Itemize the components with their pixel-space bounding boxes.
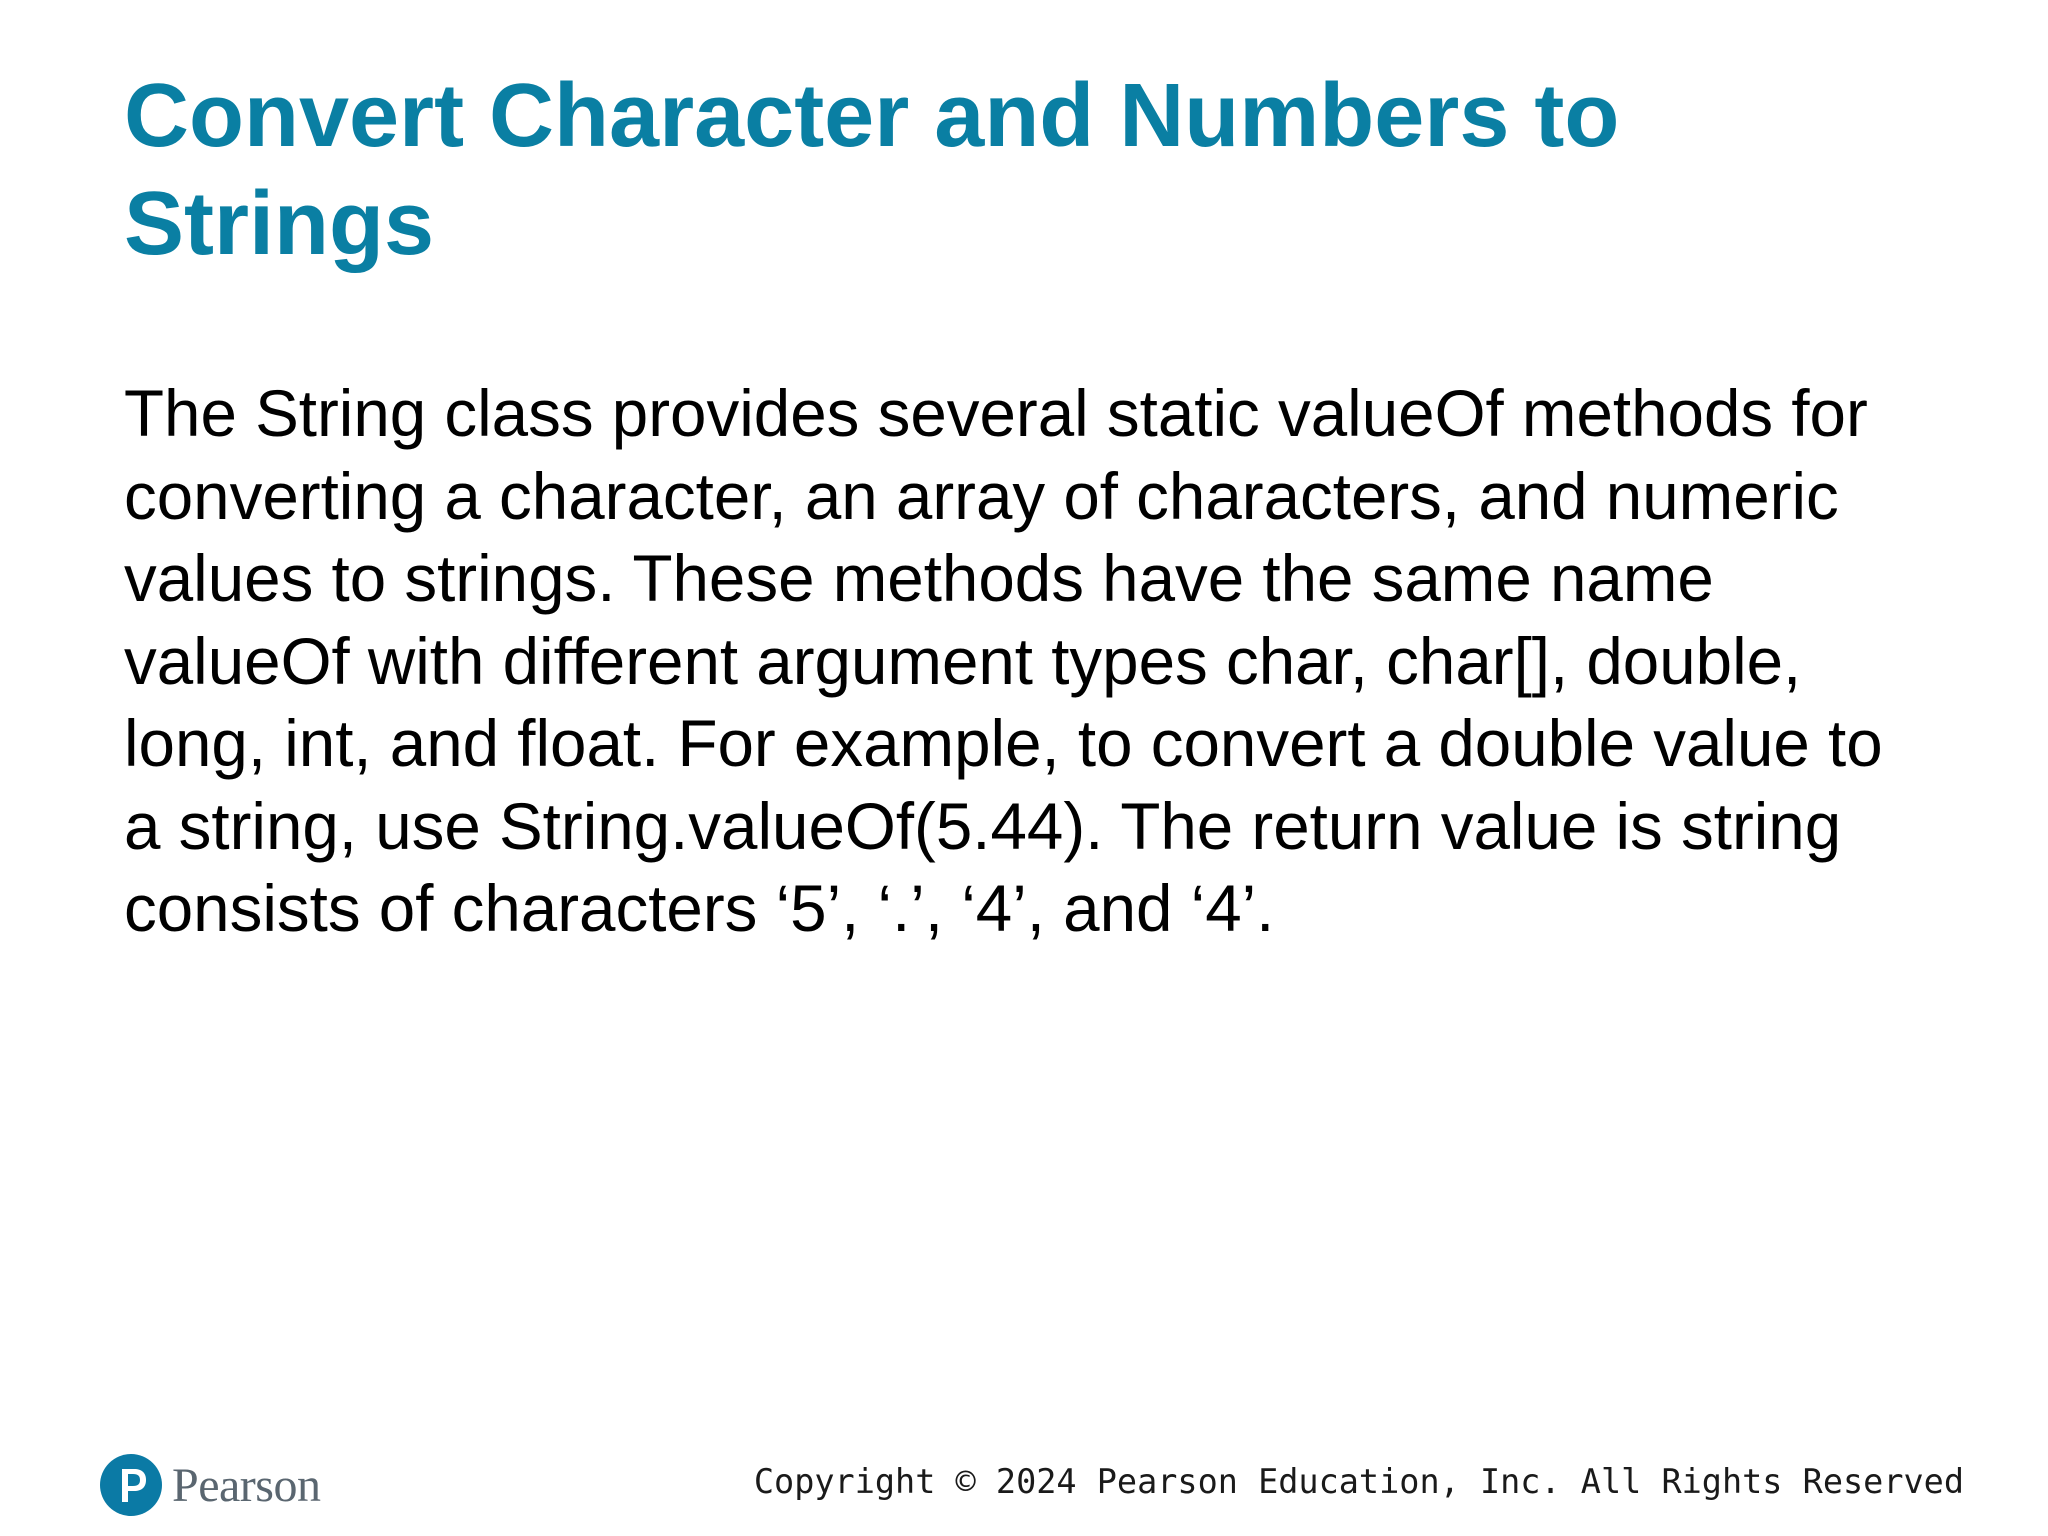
pearson-logo-icon — [98, 1452, 164, 1518]
slide-body-text: The String class provides several static valueOf methods for converting a character, an array of characters, and numeric values to strings. These methods have the same name valueOf with different argument types char, char[], double, long, int, and float. For example, to convert a double value to a string, use String.valueOf(5.44). The return value is string consists of characters ‘5’, ‘.’, ‘4’, and ‘4’. — [124, 377, 1883, 945]
slide-title: Convert Character and Numbers to Strings — [124, 66, 1620, 274]
copyright-notice: Copyright © 2024 Pearson Education, Inc. All Rights Reserved — [753, 1462, 1964, 1501]
pearson-logo — [98, 1450, 320, 1520]
pearson-logo-text: Pearson — [172, 1458, 321, 1512]
